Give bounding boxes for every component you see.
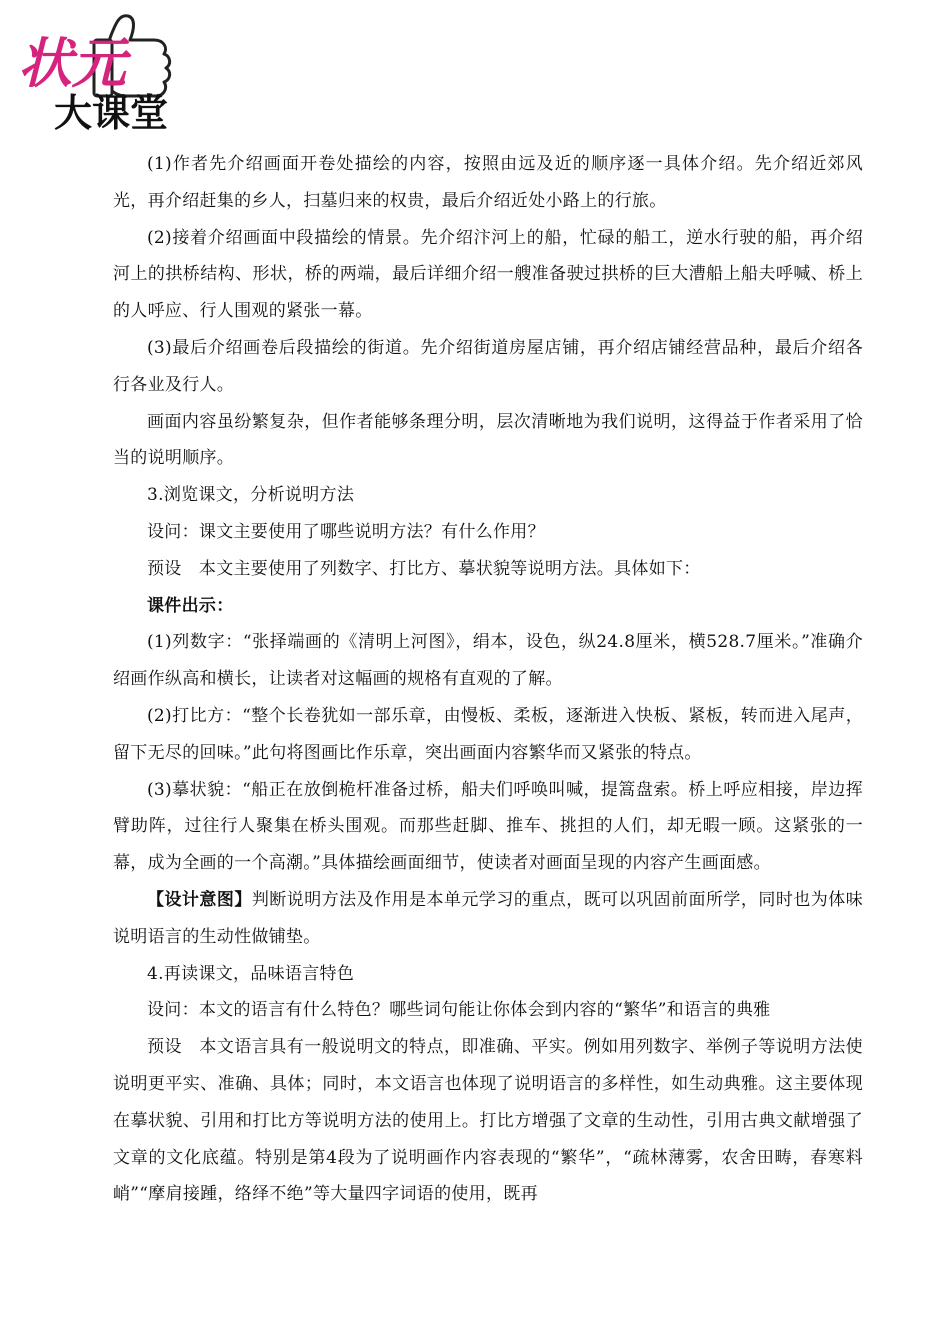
method-metaphor: (2)打比方：“整个长卷犹如一部乐章，由慢板、柔板，逐渐进入快板、紧板，转而进入尾声，留下无尽的回味。”此句将图画比作乐章，突出画面内容繁华而又紧张的特点。 xyxy=(113,705,863,763)
method-description: (3)摹状貌：“船正在放倒桅杆准备过桥，船夫们呼唤叫喊，提篙盘索。桥上呼应相接，岸边挥臂助阵，过往行人聚集在桥头围观。而那些赶脚、推车、挑担的人们，却无暇一顾。这紧张的一幕，成为全画的一个高潮。”具体描绘画面细节，使读者对画面呈现的内容产生画面感。 xyxy=(113,779,863,874)
section-heading-3: 3.浏览课文，分析说明方法 xyxy=(147,485,355,506)
logo-line1: 状元 xyxy=(18,32,126,95)
method-list-numbers: (1)列数字：“张择端画的《清明上河图》，绢本，设色，纵24.8厘米，横528.7厘米。”准确介绍画作纵高和横长，让读者对这幅画的规格有直观的了解。 xyxy=(113,632,863,690)
design-intent-text: 判断说明方法及作用是本单元学习的重点，既可以巩固前面所学，同时也为体味说明语言的生动性做铺垫。 xyxy=(113,889,863,947)
logo-line2: 大课堂 xyxy=(54,91,169,132)
logo xyxy=(14,8,194,132)
design-intent-label: 【设计意图】 xyxy=(147,889,252,910)
thumbs-up-logo-icon xyxy=(14,8,194,132)
preset-1: 预设 本文主要使用了列数字、打比方、摹状貌等说明方法。具体如下： xyxy=(147,558,701,579)
paragraph-1: (1)作者先介绍画面开卷处描绘的内容，按照由远及近的顺序逐一具体介绍。先介绍近郊风光，再介绍赶集的乡人，扫墓归来的权贵，最后介绍近处小路上的行旅。 xyxy=(113,154,863,211)
document-body xyxy=(113,146,863,1213)
question-2: 设问：本文的语言有什么特色？哪些词句能让你体会到内容的“繁华”和语言的典雅 xyxy=(147,1000,771,1021)
courseware-label: 课件出示： xyxy=(147,595,234,616)
paragraph-2: (2)接着介绍画面中段描绘的情景。先介绍汴河上的船，忙碌的船工，逆水行驶的船，再介绍河上的拱桥结构、形状，桥的两端，最后详细介绍一艘准备驶过拱桥的巨大漕船上船夫呼喊、桥上的人呼应、行人围观的紧张一幕。 xyxy=(113,227,863,322)
paragraph-4: 画面内容虽纷繁复杂，但作者能够条理分明，层次清晰地为我们说明，这得益于作者采用了恰当的说明顺序。 xyxy=(113,411,863,469)
design-intent xyxy=(113,882,863,956)
paragraph-3: (3)最后介绍画卷后段描绘的街道。先介绍街道房屋店铺，再介绍店铺经营品种，最后介绍各行各业及行人。 xyxy=(113,337,863,395)
preset-2: 预设 本文语言具有一般说明文的特点，即准确、平实。例如用列数字、举例子等说明方法使说明更平实、准确、具体；同时，本文语言也体现了说明语言的多样性，如生动典雅。这主要体现在摹状貌、引用和打比方等说明方法的使用上。打比方增强了文章的生动性，引用古典文献增强了文章的文化底蕴。特别是第4段为了说明画作内容表现的“繁华”，“疏林薄雾，农舍田畴，春寒料峭”“摩肩接踵，络绎不绝”等大量四字词语的使用，既再 xyxy=(113,1037,863,1205)
section-heading-4: 4.再读课文，品味语言特色 xyxy=(147,963,355,984)
question-1: 设问：课文主要使用了哪些说明方法？有什么作用？ xyxy=(147,521,545,542)
